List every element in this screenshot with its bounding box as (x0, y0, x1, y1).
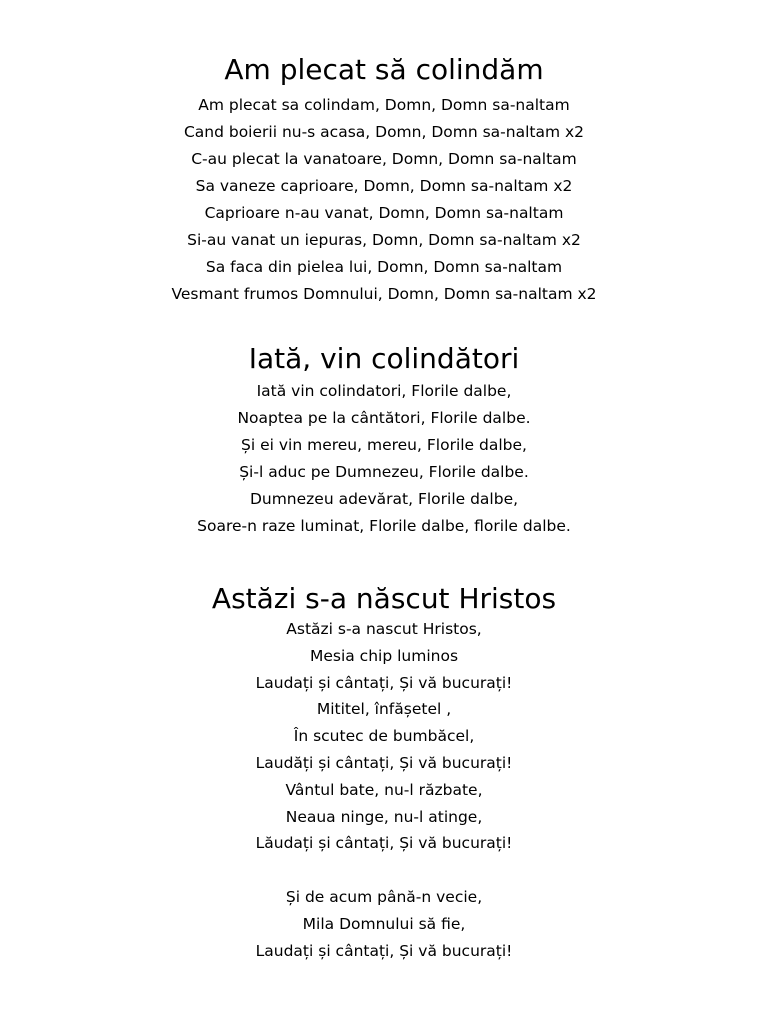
song-verses (0, 616, 768, 964)
song-astazi-s-a-nascut-hristos (0, 582, 768, 964)
song-verses (0, 92, 768, 308)
verse-line: Am plecat sa colindam, Domn, Domn sa-naltam (198, 96, 570, 114)
verse-line: C-au plecat la vanatoare, Domn, Domn sa-naltam (191, 150, 577, 168)
verse-line: Vesmant frumos Domnului, Domn, Domn sa-naltam x2 (171, 285, 597, 303)
verse-line: Laudați și cântați, Și vă bucurați! (255, 941, 513, 960)
verse-line: Sa faca din pielea lui, Domn, Domn sa-naltam (205, 258, 563, 276)
verse-line: Laudăți și cântați, Și vă bucurați! (255, 753, 513, 772)
verse-line: Dumnezeu adevărat, Florile dalbe, (249, 490, 519, 508)
verse-line: Neaua ninge, nu-l atinge, (285, 807, 483, 826)
verse-line: Caprioare n-au vanat, Domn, Domn sa-naltam (204, 204, 564, 222)
verse-line: Și ei vin mereu, mereu, Florile dalbe, (241, 436, 527, 454)
stanza-break (0, 857, 768, 884)
verse-line: Cand boierii nu-s acasa, Domn, Domn sa-naltam x2 (183, 123, 585, 141)
verse-line: Si-au vanat un iepuras, Domn, Domn sa-naltam x2 (187, 231, 581, 249)
song-verses (0, 378, 768, 540)
verse-line: Și de acum până-n vecie, (285, 887, 483, 906)
song-iata-vin-colindatori (0, 342, 768, 540)
song-title: Astăzi s-a născut Hristos (211, 582, 557, 615)
song-am-plecat-sa-colindam (0, 53, 768, 308)
verse-line: Sa vaneze caprioare, Domn, Domn sa-naltam x2 (195, 177, 573, 195)
verse-line: Mititel, înfășetel , (316, 700, 452, 719)
verse-line: Vântul bate, nu-l răzbate, (285, 780, 483, 799)
verse-line: Mesia chip luminos (309, 646, 459, 665)
verse-line: Și-l aduc pe Dumnezeu, Florile dalbe. (239, 463, 529, 481)
verse-line: Laudați și cântați, Și vă bucurați! (255, 673, 513, 692)
verse-line: Mila Domnului să fie, (302, 914, 466, 933)
verse-line: Lăudați și cântați, Și vă bucurați! (255, 834, 513, 853)
verse-line: Soare-n raze luminat, Florile dalbe, florile dalbe. (197, 517, 571, 535)
verse-line: Noaptea pe la cântători, Florile dalbe. (237, 409, 531, 427)
verse-line: Iată vin colindatori, Florile dalbe, (256, 382, 512, 400)
song-title: Iată, vin colindători (248, 342, 520, 375)
song-title: Am plecat să colindăm (224, 53, 544, 86)
verse-line: În scutec de bumbăcel, (293, 727, 475, 746)
verse-line: Astăzi s-a nascut Hristos, (286, 620, 482, 638)
